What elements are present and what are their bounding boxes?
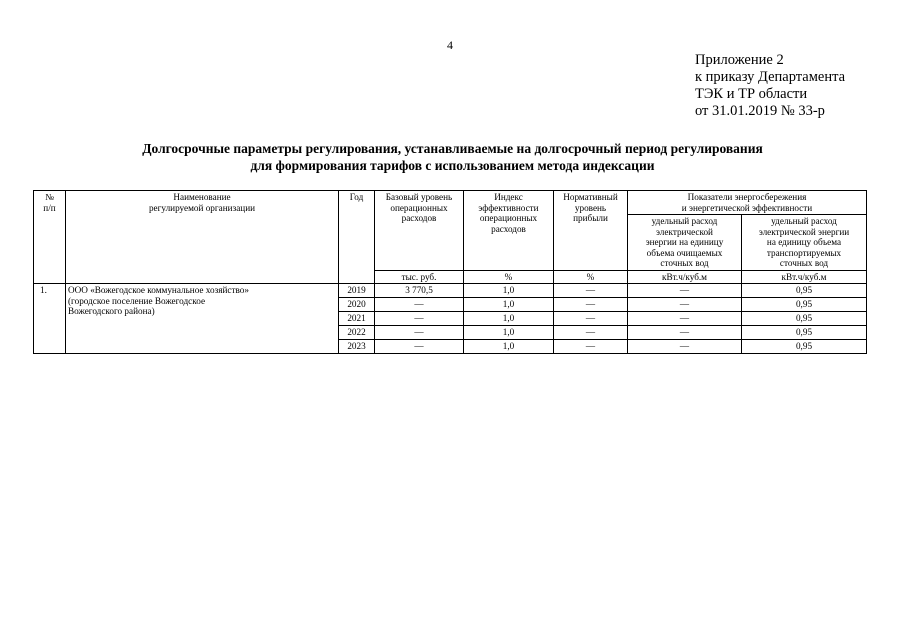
row-number: 1. [34, 284, 66, 354]
organization-name: ООО «Вожегодское коммунальное хозяйство» (городское поселение Вожегодское Вожегодского района) [66, 284, 339, 354]
cell-base: — [375, 298, 464, 312]
unit-profit: % [554, 270, 628, 284]
cell-energy-transported: 0,95 [742, 284, 867, 298]
cell-year: 2020 [339, 298, 375, 312]
cell-base: — [375, 312, 464, 326]
cell-index: 1,0 [464, 340, 554, 354]
annex-header [695, 52, 845, 120]
cell-energy-treated: — [628, 340, 742, 354]
cell-profit: — [554, 312, 628, 326]
header-efficiency-index: Индекс эффективности операционных расходов [464, 191, 554, 271]
unit-base: тыс. руб. [375, 270, 464, 284]
unit-index: % [464, 270, 554, 284]
header-num: № п/п [34, 191, 66, 284]
header-profit-level: Нормативный уровень прибыли [554, 191, 628, 271]
parameters-table [33, 190, 867, 354]
cell-profit: — [554, 298, 628, 312]
header-organization: Наименование регулируемой организации [66, 191, 339, 284]
cell-energy-transported: 0,95 [742, 326, 867, 340]
table-row [34, 284, 867, 298]
cell-year: 2019 [339, 284, 375, 298]
unit-energy-transported: кВт.ч/куб.м [742, 270, 867, 284]
header-energy-transported: удельный расход электрической энергии на единицу объема транспортируемых сточных вод [742, 215, 867, 271]
cell-index: 1,0 [464, 298, 554, 312]
header-energy-treated: удельный расход электрической энергии на единицу объема очищаемых сточных вод [628, 215, 742, 271]
annex-line: от 31.01.2019 № 33-р [695, 103, 825, 119]
cell-index: 1,0 [464, 326, 554, 340]
document-title [40, 140, 865, 174]
annex-line: Приложение 2 [695, 52, 784, 68]
cell-energy-transported: 0,95 [742, 298, 867, 312]
page-number: 4 [447, 38, 453, 52]
cell-base: 3 770,5 [375, 284, 464, 298]
header-year: Год [339, 191, 375, 284]
cell-energy-treated: — [628, 326, 742, 340]
unit-energy-treated: кВт.ч/куб.м [628, 270, 742, 284]
cell-index: 1,0 [464, 284, 554, 298]
cell-energy-transported: 0,95 [742, 340, 867, 354]
cell-energy-treated: — [628, 284, 742, 298]
cell-profit: — [554, 284, 628, 298]
header-base-level: Базовый уровень операционных расходов [375, 191, 464, 271]
title-line: Долгосрочные параметры регулирования, устанавливаемые на долгосрочный период регулирования [142, 141, 763, 156]
cell-base: — [375, 340, 464, 354]
cell-base: — [375, 326, 464, 340]
annex-line: к приказу Департамента [695, 69, 846, 85]
title-line: для формирования тарифов с использованием метода индексации [250, 158, 655, 173]
cell-index: 1,0 [464, 312, 554, 326]
cell-profit: — [554, 340, 628, 354]
cell-year: 2022 [339, 326, 375, 340]
cell-year: 2023 [339, 340, 375, 354]
cell-energy-treated: — [628, 298, 742, 312]
annex-line: ТЭК и ТР области [695, 86, 808, 102]
cell-energy-transported: 0,95 [742, 312, 867, 326]
header-energy-indicators: Показатели энергосбережения и энергетической эффективности [628, 191, 867, 215]
cell-year: 2021 [339, 312, 375, 326]
cell-profit: — [554, 326, 628, 340]
cell-energy-treated: — [628, 312, 742, 326]
